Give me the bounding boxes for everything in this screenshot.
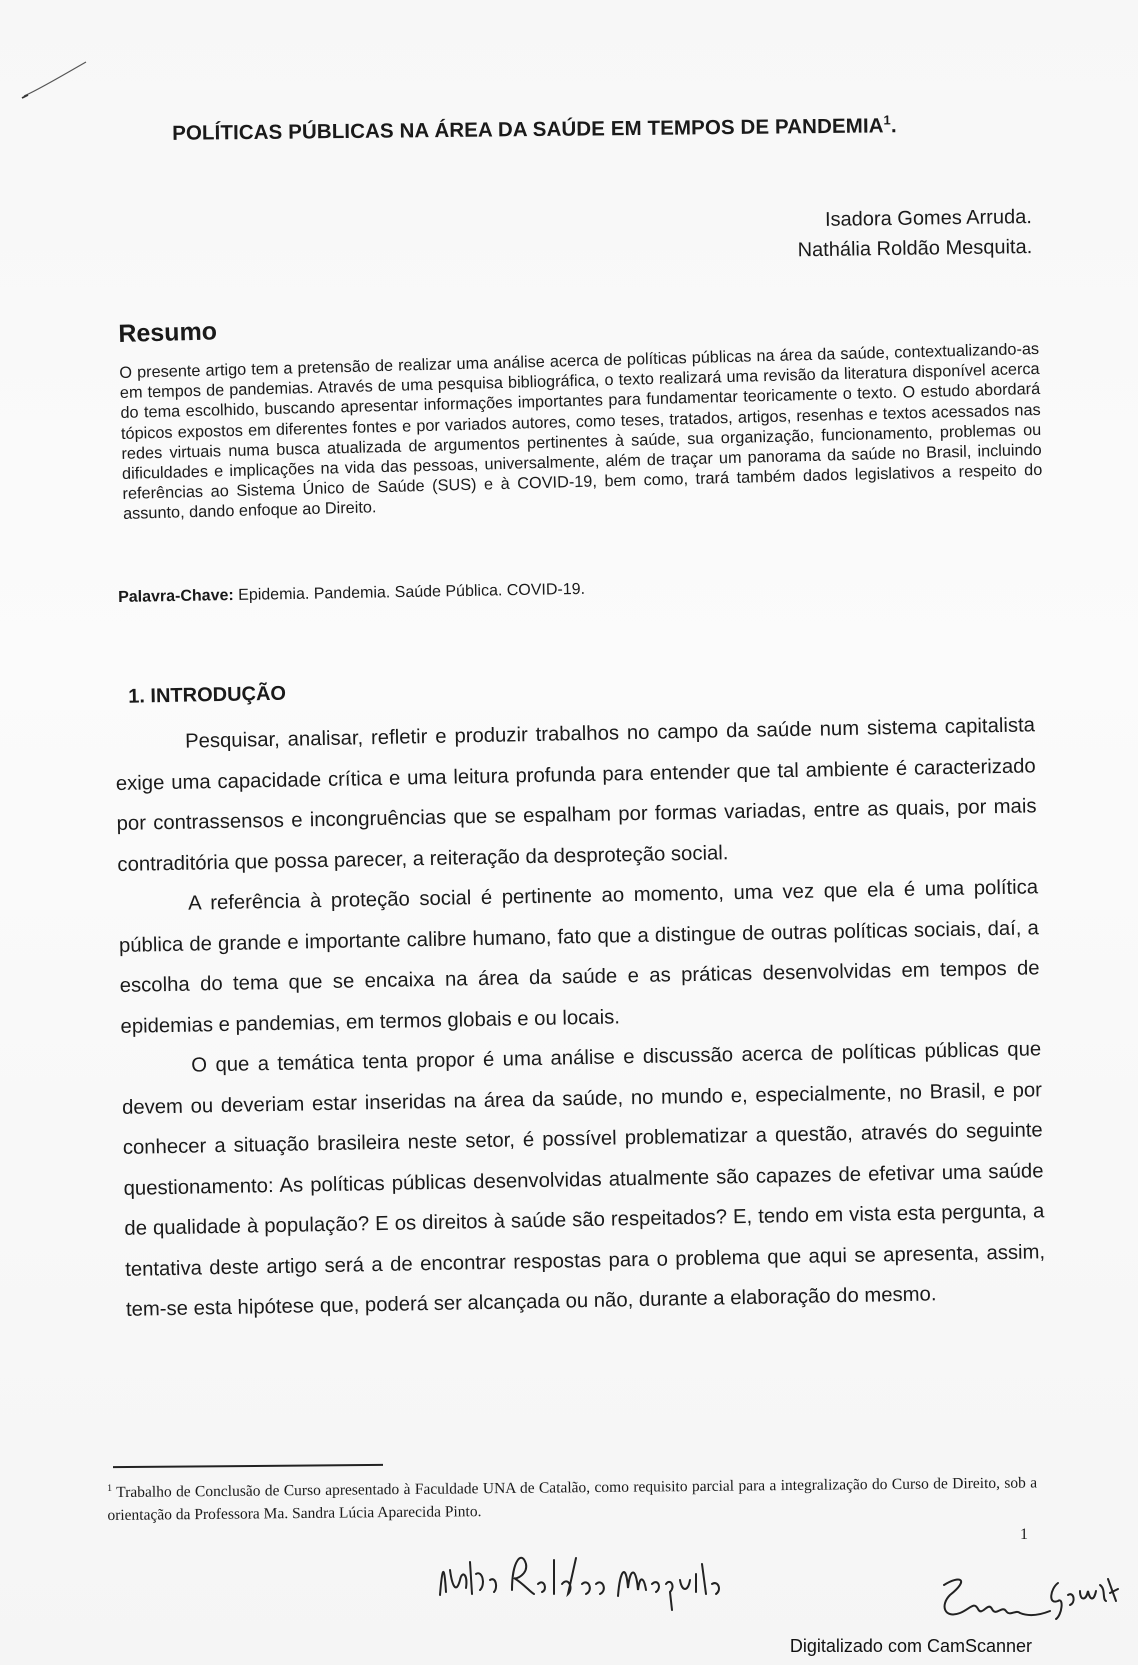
author-name: Isadora Gomes Arruda. [825,205,1033,231]
footnote-marker: 1 [107,1482,113,1494]
title-text: POLÍTICAS PÚBLICAS NA ÁREA DA SAÚDE EM TEMPOS DE PANDEMIA [172,114,884,145]
signature-nathalia [430,1540,730,1620]
introduction-section [114,668,1046,1330]
pen-stroke-mark [18,58,98,108]
abstract-heading: Resumo [118,317,218,348]
footnote-text: Trabalho de Conclusão de Curso apresentado à Faculdade UNA de Catalão, como requisito parcial para a integralização do Curso de Direito, sob a orientação da Professora Ma. Sandra Lúcia Aparecida Pinto. [107,1474,1038,1525]
keywords-value: Epidemia. Pandemia. Saúde Pública. COVID-19. [238,580,586,604]
abstract-text: O presente artigo tem a pretensão de realizar uma análise acerca de políticas públicas na área da saúde, contextualizando-as em tempos de pandemias. Através de uma pesquisa bibliográfica, o texto realizará uma revisão da literatura disponível acerca do tema escolhido, buscando apresentar informações importantes para fundamentar teoricamente o texto. O estudo abordará tópicos expostos em diferentes fontes e por variados autores, como teses, tratados, artigos, resenhas e textos acessados nas redes virtuais numa busca atualizada de argumentos pertinentes à saúde, sua organização, funcionamento, problemas ou dificuldades e implicações na vida das pessoas, universalmente, além de traçar um panorama da saúde no Brasil, incluindo referências ao Sistema Único de Saúde (SUS) e à COVID-19, bem como, trará também dados legislativos a respeito do assunto, dando enfoque ao Direito. [119,339,1043,524]
introduction-paragraph: A referência à proteção social é pertinente ao momento, uma vez que ela é uma política pública de grande e importante calibre humano, fato que a distingue de outras políticas sociais, daí, a escolha do tema que se encaixa na área da saúde e as práticas desenvolvidas em tempos de epidemias e pandemias, em termos globais e ou locais. [118,876,1040,1038]
footnote [107,1467,1037,1527]
signature-isadora [930,1565,1120,1635]
introduction-paragraph: O que a temática tenta propor é uma análise e discussão acerca de políticas públicas que devem ou deveriam estar inseridas na área da saúde, no mundo e, especialmente, no Brasil, e por conhecer a situação brasileira neste setor, é possível problematizar a questão, através do seguinte questionamento: As políticas públicas desenvolvidas atualmente são capazes de efetivar uma saúde de qualidade à população? E os direitos à saúde são respeitados? E, tendo em vista esta pergunta, a tentativa deste artigo será a de encontrar respostas para o problema que aqui se apresenta, assim, tem-se esta hipótese que, poderá ser alcançada ou não, durante a elaboração do mesmo. [121,1038,1046,1321]
document-title [172,111,1012,146]
keywords-label: Palavra-Chave: [118,586,234,606]
title-end: . [890,114,897,138]
title-footnote-ref: 1 [883,112,891,128]
abstract-section [118,296,1043,525]
introduction-paragraph: Pesquisar, analisar, refletir e produzir trabalhos no campo da saúde num sistema capitalista exige uma capacidade crítica e uma leitura profunda para entender que tal ambiente é caracterizado por contrassensos e incongruências que se espalham por formas variadas, entre as quais, por mais contraditória que possa parecer, a reiteração da desproteção social. [115,714,1037,876]
footnote-divider [113,1464,383,1468]
keywords-line [118,581,585,607]
introduction-heading: 1. INTRODUÇÃO [127,682,287,708]
scanner-watermark: Digitalizado com CamScanner [789,1636,1032,1656]
page-number: 1 [1020,1526,1028,1543]
author-name: Nathália Roldão Mesquita. [797,235,1033,262]
authors-block [797,202,1032,265]
